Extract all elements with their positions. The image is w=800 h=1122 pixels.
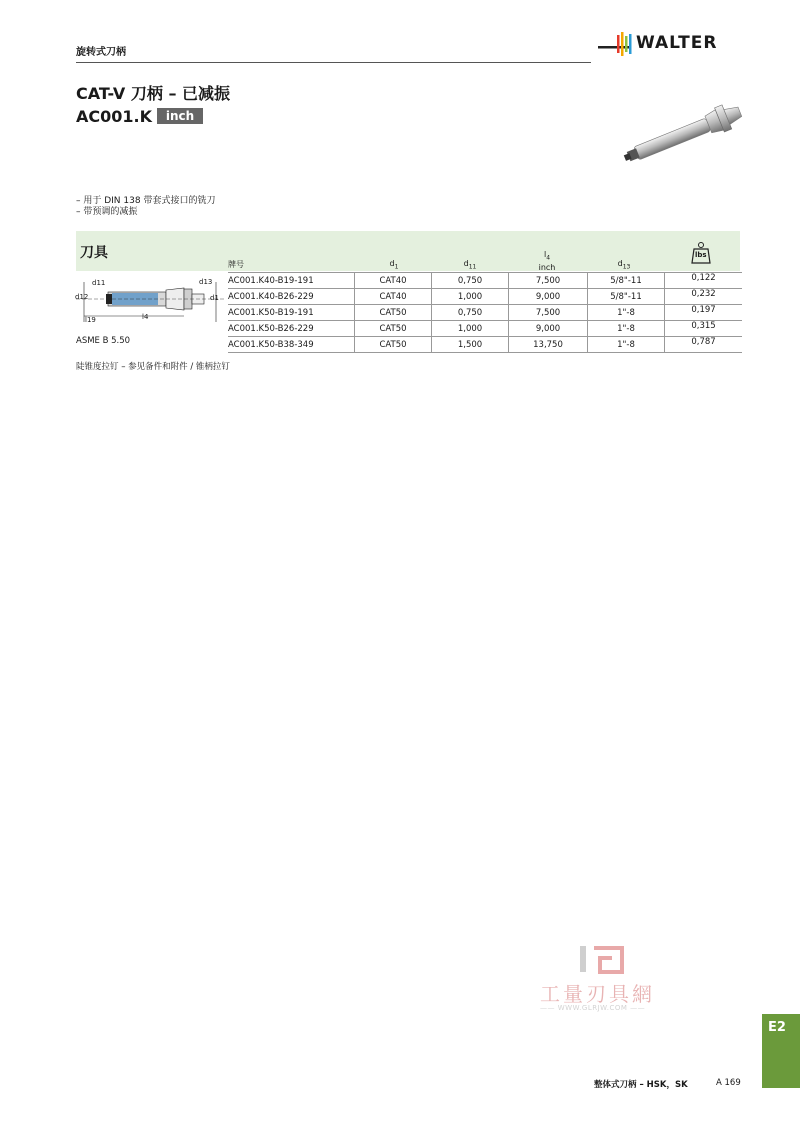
diagram-label-d13: d13: [199, 278, 213, 286]
cell-d13: 1"-8: [588, 337, 665, 353]
column-header-d13: $d_{13}$: [617, 259, 631, 271]
cell-weight: 0,315: [665, 321, 743, 337]
cell-d11: 0,750: [432, 305, 509, 321]
column-header-l4: $l_4$ inch: [538, 250, 556, 272]
cell-weight: 0,232: [665, 289, 743, 305]
diagram-label-l19: l19: [85, 316, 96, 324]
weight-unit-label: lbs: [695, 251, 707, 259]
brand-name: WALTER: [636, 33, 718, 53]
section-label: 旋转式刀柄: [76, 47, 126, 58]
cell-l4: 7,500: [509, 273, 588, 289]
cell-d1: CAT50: [355, 305, 432, 321]
cell-part-no: AC001.K40-B26-229: [228, 289, 355, 305]
footer-section: 整体式刀柄 – HSK，SK: [594, 1080, 688, 1090]
cell-weight: 0,197: [665, 305, 743, 321]
unit-badge: inch: [157, 108, 203, 124]
cell-d13: 1"-8: [588, 321, 665, 337]
cell-l4: 9,000: [509, 321, 588, 337]
footnote: 陡锥度拉钉 – 参见备件和附件 / 锥柄拉钉: [76, 362, 230, 372]
table-row: [228, 337, 742, 353]
cell-d11: 1,000: [432, 321, 509, 337]
tool-holder-image: [620, 100, 745, 168]
diagram-label-l4: l4: [142, 313, 149, 321]
diagram-label-d12: d12: [75, 293, 89, 301]
feature-list: [76, 196, 215, 218]
watermark-url: —— WWW.GLRJW.COM ——: [540, 1004, 646, 1012]
watermark-text: 工量刃具網: [540, 982, 655, 1006]
cell-part-no: AC001.K40-B19-191: [228, 273, 355, 289]
cell-d13: 5/8"-11: [588, 273, 665, 289]
cell-weight: 0,122: [665, 273, 743, 289]
product-code: AC001.K: [76, 107, 152, 126]
cell-d1: CAT50: [355, 337, 432, 353]
cell-d13: 5/8"-11: [588, 289, 665, 305]
table-row: [228, 305, 742, 321]
cell-d1: CAT40: [355, 273, 432, 289]
standard-label: ASME B 5.50: [76, 336, 131, 346]
feature-item: – 用于 DIN 138 带套式接口的铣刀: [76, 196, 216, 206]
cell-part-no: AC001.K50-B19-191: [228, 305, 355, 321]
cell-d11: 1,000: [432, 289, 509, 305]
cell-l4: 13,750: [509, 337, 588, 353]
cell-l4: 9,000: [509, 289, 588, 305]
page-number: A 169: [716, 1078, 741, 1088]
column-header-d11: $d_{11}$: [463, 259, 477, 271]
cell-weight: 0,787: [665, 337, 743, 353]
cell-part-no: AC001.K50-B26-229: [228, 321, 355, 337]
cell-d1: CAT50: [355, 321, 432, 337]
watermark-logo: [578, 944, 630, 976]
weight-lbs-icon: [690, 241, 712, 265]
diagram-label-d11: d11: [92, 279, 106, 287]
cell-d1: CAT40: [355, 289, 432, 305]
table-row: [228, 321, 742, 337]
cell-l4: 7,500: [509, 305, 588, 321]
page-title: CAT-V 刀柄 – 已减振: [76, 84, 231, 103]
chapter-tab: E2: [762, 1014, 800, 1088]
cell-d13: 1"-8: [588, 305, 665, 321]
column-header-part-no: 牌号: [228, 260, 244, 269]
tool-table: [228, 272, 742, 353]
diagram-label-d1: d1: [210, 294, 219, 302]
table-row: [228, 289, 742, 305]
table-row: [228, 273, 742, 289]
header-rule: [76, 62, 591, 63]
cell-d11: 1,500: [432, 337, 509, 353]
table-section-title: 刀具: [80, 245, 108, 261]
cell-part-no: AC001.K50-B38-349: [228, 337, 355, 353]
feature-item: – 带预调的减振: [76, 207, 138, 217]
cell-d11: 0,750: [432, 273, 509, 289]
column-header-d1: $d_1$: [389, 259, 399, 271]
